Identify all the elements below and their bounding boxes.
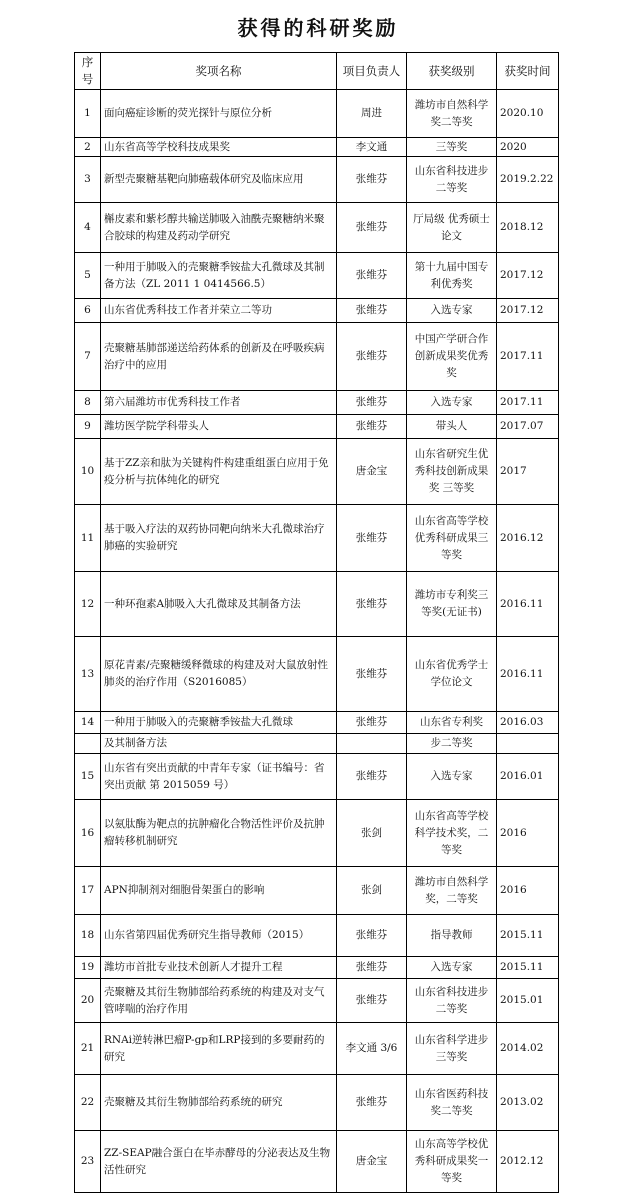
cell-level: 厅局级 优秀硕士论文 <box>407 203 497 253</box>
cell-name: 一种用于肺吸入的壳聚糖季铵盐大孔微球及其制备方法（ZL 2011 1 0414566.5） <box>101 253 337 299</box>
cell-name: 山东省第四届优秀研究生指导教师（2015） <box>101 915 337 957</box>
cell-no: 12 <box>75 572 101 637</box>
cell-leader: 张维芬 <box>337 979 407 1023</box>
cell-no: 20 <box>75 979 101 1023</box>
cell-leader: 张剑 <box>337 867 407 915</box>
table-row <box>75 734 559 754</box>
cell-leader: 李文通 <box>337 138 407 157</box>
cell-name: 壳聚糖基肺部递送给药体系的创新及在呼吸疾病治疗中的应用 <box>101 323 337 391</box>
cell-leader: 张维芬 <box>337 505 407 572</box>
cell-level: 山东省医药科技奖二等奖 <box>407 1075 497 1131</box>
cell-no: 22 <box>75 1075 101 1131</box>
cell-no: 5 <box>75 253 101 299</box>
table-row <box>75 439 559 505</box>
cell-level: 第十九届中国专利优秀奖 <box>407 253 497 299</box>
cell-date: 2018.12 <box>497 203 559 253</box>
cell-no: 14 <box>75 712 101 734</box>
cell-no: 21 <box>75 1023 101 1075</box>
cell-level: 指导教师 <box>407 915 497 957</box>
cell-leader: 张维芬 <box>337 203 407 253</box>
awards-table <box>74 52 559 1193</box>
cell-date: 2020.10 <box>497 90 559 138</box>
cell-name: 基于吸入疗法的双药协同靶向纳米大孔微球治疗肺癌的实验研究 <box>101 505 337 572</box>
table-row <box>75 637 559 712</box>
cell-date: 2016.03 <box>497 712 559 734</box>
cell-name: RNAi逆转淋巴瘤P-gp和LRP接到的多要耐药的研究 <box>101 1023 337 1075</box>
cell-leader <box>337 734 407 754</box>
cell-level: 步二等奖 <box>407 734 497 754</box>
table-row <box>75 1023 559 1075</box>
cell-name: 潍坊医学院学科带头人 <box>101 415 337 439</box>
cell-date: 2015.11 <box>497 957 559 979</box>
cell-level: 山东省优秀学士学位论文 <box>407 637 497 712</box>
table-row <box>75 90 559 138</box>
cell-level: 三等奖 <box>407 138 497 157</box>
cell-no: 15 <box>75 754 101 800</box>
cell-date: 2020 <box>497 138 559 157</box>
cell-level: 入选专家 <box>407 299 497 323</box>
table-row <box>75 299 559 323</box>
cell-name: 槲皮素和紫杉醇共输送肺吸入油酰壳聚糖纳米聚合胶球的构建及药动学研究 <box>101 203 337 253</box>
cell-date: 2016.11 <box>497 637 559 712</box>
cell-level: 入选专家 <box>407 754 497 800</box>
cell-level: 山东省科学进步三等奖 <box>407 1023 497 1075</box>
cell-no: 16 <box>75 800 101 867</box>
table-row <box>75 1075 559 1131</box>
cell-name: ZZ-SEAP融合蛋白在毕赤酵母的分泌表达及生物活性研究 <box>101 1131 337 1193</box>
cell-name: 新型壳聚糖基靶向肺癌载体研究及临床应用 <box>101 157 337 203</box>
cell-leader: 张维芬 <box>337 712 407 734</box>
cell-level: 山东省专利奖 <box>407 712 497 734</box>
cell-date <box>497 734 559 754</box>
cell-name: 一种环孢素A肺吸入大孔微球及其制备方法 <box>101 572 337 637</box>
cell-date: 2016 <box>497 800 559 867</box>
cell-leader: 张维芬 <box>337 415 407 439</box>
cell-date: 2017 <box>497 439 559 505</box>
cell-no: 23 <box>75 1131 101 1193</box>
table-row <box>75 415 559 439</box>
cell-level: 入选专家 <box>407 391 497 415</box>
cell-date: 2012.12 <box>497 1131 559 1193</box>
cell-level: 潍坊市自然科学奖二等奖 <box>407 90 497 138</box>
cell-date: 2016 <box>497 867 559 915</box>
table-row <box>75 138 559 157</box>
table-row <box>75 203 559 253</box>
cell-date: 2017.12 <box>497 253 559 299</box>
header-level: 获奖级别 <box>407 53 497 90</box>
cell-leader: 张维芬 <box>337 391 407 415</box>
cell-leader: 张维芬 <box>337 572 407 637</box>
cell-date: 2019.2.22 <box>497 157 559 203</box>
cell-name: 山东省高等学校科技成果奖 <box>101 138 337 157</box>
cell-level: 山东省科技进步二等奖 <box>407 157 497 203</box>
cell-no: 17 <box>75 867 101 915</box>
cell-date: 2015.11 <box>497 915 559 957</box>
table-row <box>75 391 559 415</box>
cell-leader: 唐金宝 <box>337 439 407 505</box>
cell-level: 山东省高等学校优秀科研成果三等奖 <box>407 505 497 572</box>
cell-no: 11 <box>75 505 101 572</box>
cell-name: 以氨肽酶为靶点的抗肿瘤化合物活性评价及抗肿瘤转移机制研究 <box>101 800 337 867</box>
table-row <box>75 979 559 1023</box>
cell-leader: 张维芬 <box>337 754 407 800</box>
cell-no: 6 <box>75 299 101 323</box>
cell-no: 19 <box>75 957 101 979</box>
cell-leader: 张维芬 <box>337 915 407 957</box>
cell-level: 山东省高等学校科学技术奖，二等奖 <box>407 800 497 867</box>
cell-no: 13 <box>75 637 101 712</box>
cell-no: 1 <box>75 90 101 138</box>
table-row <box>75 157 559 203</box>
cell-level: 入选专家 <box>407 957 497 979</box>
header-name: 奖项名称 <box>101 53 337 90</box>
cell-level: 带头人 <box>407 415 497 439</box>
table-row <box>75 800 559 867</box>
table-row <box>75 572 559 637</box>
cell-level: 中国产学研合作创新成果奖优秀奖 <box>407 323 497 391</box>
cell-date: 2017.07 <box>497 415 559 439</box>
cell-level: 山东省研究生优秀科技创新成果奖 三等奖 <box>407 439 497 505</box>
cell-leader: 张维芬 <box>337 253 407 299</box>
cell-name: 潍坊市首批专业技术创新人才提升工程 <box>101 957 337 979</box>
cell-no: 3 <box>75 157 101 203</box>
table-row <box>75 915 559 957</box>
page-title: 获得的科研奖励 <box>237 16 399 40</box>
cell-date: 2016.11 <box>497 572 559 637</box>
cell-date: 2017.11 <box>497 323 559 391</box>
table-row <box>75 505 559 572</box>
cell-no: 2 <box>75 138 101 157</box>
table-row <box>75 1131 559 1193</box>
cell-leader: 周进 <box>337 90 407 138</box>
header-leader: 项目负责人 <box>337 53 407 90</box>
cell-name: 壳聚糖及其衍生物肺部给药系统的研究 <box>101 1075 337 1131</box>
cell-leader: 张维芬 <box>337 957 407 979</box>
table-row <box>75 253 559 299</box>
cell-no: 10 <box>75 439 101 505</box>
cell-name: 基于ZZ亲和肽为关键构件构建重组蛋白应用于免疫分析与抗体纯化的研究 <box>101 439 337 505</box>
cell-name: 山东省优秀科技工作者并荣立二等功 <box>101 299 337 323</box>
cell-no: 8 <box>75 391 101 415</box>
cell-leader: 李文通 3/6 <box>337 1023 407 1075</box>
table-row <box>75 323 559 391</box>
cell-date: 2015.01 <box>497 979 559 1023</box>
cell-level: 山东高等学校优秀科研成果奖一等奖 <box>407 1131 497 1193</box>
cell-leader: 张维芬 <box>337 1075 407 1131</box>
cell-name: 山东省有突出贡献的中青年专家（证书编号：省突出贡献 第 2015059 号） <box>101 754 337 800</box>
cell-no <box>75 734 101 754</box>
cell-date: 2013.02 <box>497 1075 559 1131</box>
cell-no: 7 <box>75 323 101 391</box>
cell-no: 9 <box>75 415 101 439</box>
cell-name: 原花青素/壳聚糖缓释微球的构建及对大鼠放射性肺炎的治疗作用（S2016085） <box>101 637 337 712</box>
cell-level: 潍坊市专利奖三等奖(无证书) <box>407 572 497 637</box>
cell-name: 及其制备方法 <box>101 734 337 754</box>
cell-leader: 张剑 <box>337 800 407 867</box>
cell-date: 2016.12 <box>497 505 559 572</box>
cell-name: APN抑制剂对细胞骨架蛋白的影响 <box>101 867 337 915</box>
cell-name: 一种用于肺吸入的壳聚糖季铵盐大孔微球 <box>101 712 337 734</box>
cell-leader: 张维芬 <box>337 157 407 203</box>
cell-no: 18 <box>75 915 101 957</box>
header-row <box>75 53 559 90</box>
cell-date: 2017.11 <box>497 391 559 415</box>
cell-level: 潍坊市自然科学奖，二等奖 <box>407 867 497 915</box>
cell-level: 山东省科技进步二等奖 <box>407 979 497 1023</box>
header-no: 序号 <box>75 53 101 90</box>
cell-no: 4 <box>75 203 101 253</box>
cell-leader: 张维芬 <box>337 637 407 712</box>
cell-date: 2014.02 <box>497 1023 559 1075</box>
cell-date: 2016.01 <box>497 754 559 800</box>
table-row <box>75 957 559 979</box>
cell-name: 壳聚糖及其衍生物肺部给药系统的构建及对支气管哮喘的治疗作用 <box>101 979 337 1023</box>
header-date: 获奖时间 <box>497 53 559 90</box>
cell-date: 2017.12 <box>497 299 559 323</box>
cell-name: 第六届潍坊市优秀科技工作者 <box>101 391 337 415</box>
cell-leader: 张维芬 <box>337 323 407 391</box>
cell-leader: 唐金宝 <box>337 1131 407 1193</box>
cell-leader: 张维芬 <box>337 299 407 323</box>
table-row <box>75 867 559 915</box>
table-row <box>75 712 559 734</box>
cell-name: 面向癌症诊断的荧光探针与原位分析 <box>101 90 337 138</box>
table-row <box>75 754 559 800</box>
